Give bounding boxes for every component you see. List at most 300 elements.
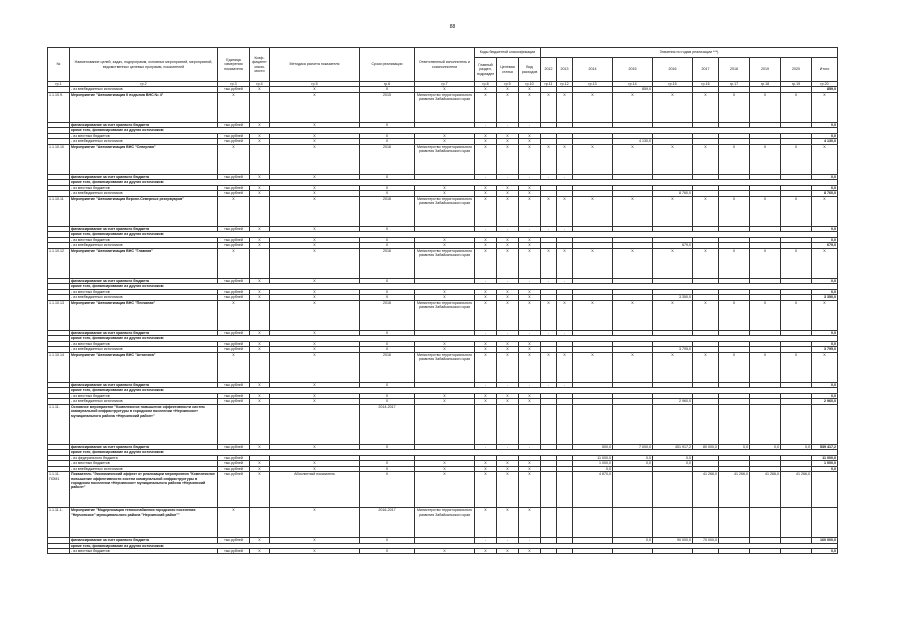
- cell: -: [497, 226, 519, 231]
- cell: Х: [613, 92, 653, 122]
- cell: Х: [360, 393, 415, 398]
- col-header-expense-type: Вид расходов: [519, 58, 541, 82]
- cell: [613, 548, 653, 553]
- cell: Х: [270, 139, 360, 144]
- cell: [653, 404, 693, 444]
- cell: Х: [693, 144, 719, 174]
- cell: Х: [360, 237, 415, 242]
- cell: [250, 300, 270, 330]
- cell-note: кроме того, финансирование из других источников:: [70, 284, 838, 289]
- cell: -: [557, 382, 573, 387]
- cell-name: финансирование за счет краевого бюджета: [70, 444, 218, 449]
- cell: Х: [250, 226, 270, 231]
- cell: 90 000,0: [653, 538, 693, 543]
- col-header-budget-codes: Коды бюджетной классификации: [475, 48, 541, 58]
- cell-total: Х: [812, 248, 838, 278]
- cell: тыс.рублей: [218, 295, 250, 300]
- cell: 2016: [360, 144, 415, 174]
- cell: 41 266,0: [719, 472, 750, 508]
- cell-total: Х: [812, 352, 838, 382]
- event-row: [48, 508, 838, 538]
- cell: тыс.рублей: [218, 455, 250, 460]
- cell-number: 1.1.11. ПОМ1: [48, 472, 70, 508]
- cell: Х: [519, 133, 541, 138]
- cell-total: [812, 472, 838, 508]
- cell: Х: [270, 122, 360, 127]
- cell: -: [557, 174, 573, 179]
- cell: [750, 548, 781, 553]
- cell: -: [475, 122, 497, 127]
- cell: -: [519, 278, 541, 283]
- col-header-year-2014: 2014: [573, 58, 613, 82]
- cell: Х: [250, 444, 270, 449]
- cell: Х: [475, 92, 497, 122]
- cell: Х: [360, 399, 415, 404]
- cell: тыс.рублей: [218, 133, 250, 138]
- cell-name: - из местных бюджетов: [70, 289, 218, 294]
- cell-name: - из внебюджетных источников: [70, 139, 218, 144]
- cell: 3 795,0: [653, 347, 693, 352]
- cell: Х: [218, 92, 250, 122]
- cell: Х: [497, 196, 519, 226]
- cell: Х: [415, 347, 475, 352]
- cell: Х: [750, 92, 781, 122]
- cell-name: - из местных бюджетов: [70, 237, 218, 242]
- cell: 41 266,0: [781, 472, 812, 508]
- cell-name: финансирование за счет краевого бюджета: [70, 538, 218, 543]
- cell-name: финансирование за счет краевого бюджета: [70, 122, 218, 127]
- cell: [541, 508, 557, 538]
- cell: [270, 404, 360, 444]
- cell: Х: [250, 347, 270, 352]
- cell-name: финансирование за счет краевого бюджета: [70, 174, 218, 179]
- cell: 2014-2017: [360, 404, 415, 444]
- cell: Х: [750, 300, 781, 330]
- cell: Х: [497, 87, 519, 92]
- event-row: [48, 196, 838, 226]
- cell: -: [519, 330, 541, 335]
- cell: Х: [250, 133, 270, 138]
- cell: 0,0: [781, 444, 812, 449]
- cell-number: 1.1.10.9.: [48, 92, 70, 122]
- cell-number: 1.1.10.11: [48, 196, 70, 226]
- cell: Х: [270, 295, 360, 300]
- cell: Х: [270, 352, 360, 382]
- cell-total: 539 417,2: [812, 444, 838, 449]
- cell-total: 11 000,0: [812, 455, 838, 460]
- cell: Х: [781, 300, 812, 330]
- cell-note: кроме того, финансирование из других источников:: [70, 232, 838, 237]
- cell-total: 0,0: [812, 226, 838, 231]
- cell: Х: [519, 352, 541, 382]
- cell-total: 0,0: [812, 133, 838, 138]
- cell: -: [557, 330, 573, 335]
- cell: Х: [519, 139, 541, 144]
- cell-total: 0,0: [812, 548, 838, 553]
- cell: -: [519, 174, 541, 179]
- cell: 2 960,0: [653, 399, 693, 404]
- cell-total: 160 000,0: [812, 538, 838, 543]
- cell: Х: [573, 352, 613, 382]
- cell: тыс.рублей: [218, 237, 250, 242]
- cell: Х: [519, 248, 541, 278]
- cell: Х: [475, 352, 497, 382]
- cell: Министерство территориального развития Забайкальского края: [415, 144, 475, 174]
- cell: Х: [360, 174, 415, 179]
- cell: Х: [360, 330, 415, 335]
- cell: Х: [613, 248, 653, 278]
- cell-name: - из федерального бюджета: [70, 455, 218, 460]
- cell: Х: [557, 144, 573, 174]
- cell: Х: [250, 295, 270, 300]
- cell: тыс.рублей: [218, 278, 250, 283]
- cell: тыс.рублей: [218, 330, 250, 335]
- cell: 7 000,0: [613, 444, 653, 449]
- cell: Х: [415, 191, 475, 196]
- col-header-year-2012: 2012: [541, 58, 557, 82]
- cell: Министерство территориального развития Забайкальского края: [415, 508, 475, 538]
- cell: тыс.рублей: [218, 122, 250, 127]
- cell: Х: [415, 548, 475, 553]
- cell: Х: [557, 352, 573, 382]
- cell: Х: [475, 295, 497, 300]
- cell: Х: [750, 144, 781, 174]
- cell: 0,0: [613, 538, 653, 543]
- cell: Х: [475, 144, 497, 174]
- cell: -: [497, 122, 519, 127]
- cell-total: 0,0: [812, 330, 838, 335]
- cell: Х: [519, 196, 541, 226]
- cell: Х: [497, 92, 519, 122]
- cell-number: 1.1.11.: [48, 404, 70, 444]
- cell: Х: [270, 330, 360, 335]
- cell: Х: [519, 144, 541, 174]
- cell-total: [812, 508, 838, 538]
- cell: Х: [415, 139, 475, 144]
- cell-name: - из местных бюджетов: [70, 185, 218, 190]
- cell: тыс.рублей: [218, 461, 250, 466]
- cell: Министерство территориального развития Забайкальского края: [415, 92, 475, 122]
- cell-number: 1.1.11.1.: [48, 508, 70, 538]
- cell: Х: [653, 300, 693, 330]
- cell: Х: [573, 144, 613, 174]
- cell: 0,0: [719, 444, 750, 449]
- cell: Х: [497, 243, 519, 248]
- cell: Х: [270, 466, 360, 471]
- cell-name: Мероприятие "Автоматизация ВНС "Главная": [70, 248, 218, 278]
- col-header-coefficient: Коэф-фициент значи-мости: [250, 48, 270, 82]
- cell: 3 350,0: [653, 295, 693, 300]
- col-header-values-by-year: Значения по годам реализации ***): [541, 48, 838, 58]
- cell: Х: [475, 347, 497, 352]
- cell: Х: [475, 399, 497, 404]
- cell: -: [497, 174, 519, 179]
- cell: Х: [415, 87, 475, 92]
- cell-note: кроме того, финансирование из других источников:: [70, 180, 838, 185]
- cell: -: [475, 538, 497, 543]
- cell: Х: [541, 300, 557, 330]
- cell: Х: [270, 174, 360, 179]
- col-header-year-2018: 2018: [719, 58, 750, 82]
- cell: тыс.рублей: [218, 382, 250, 387]
- col-header-year-2016: 2016: [653, 58, 693, 82]
- cell: Х: [270, 87, 360, 92]
- cell: Х: [250, 341, 270, 346]
- cell: 80 000,0: [693, 444, 719, 449]
- cell: Х: [360, 295, 415, 300]
- cell: [250, 248, 270, 278]
- cell: Х: [270, 300, 360, 330]
- column-number: гр.16: [693, 82, 719, 87]
- col-header-unit: Единица измерения показателя: [218, 48, 250, 82]
- cell: Х: [270, 133, 360, 138]
- cell: -: [519, 122, 541, 127]
- cell-name: - из местных бюджетов: [70, 341, 218, 346]
- cell: Х: [270, 382, 360, 387]
- cell: Х: [497, 237, 519, 242]
- cell: 451 917,2: [653, 444, 693, 449]
- cell: Х: [519, 393, 541, 398]
- cell: Х: [250, 393, 270, 398]
- cell: Х: [573, 248, 613, 278]
- cell: Х: [613, 144, 653, 174]
- cell: тыс.рублей: [218, 174, 250, 179]
- cell: Х: [497, 295, 519, 300]
- cell: [653, 548, 693, 553]
- cell: Х: [415, 295, 475, 300]
- cell: -: [475, 278, 497, 283]
- cell-total: Х: [812, 196, 838, 226]
- cell: Х: [750, 352, 781, 382]
- cell: Х: [613, 352, 653, 382]
- cell: тыс.рублей: [218, 399, 250, 404]
- cell: [250, 92, 270, 122]
- cell: 2015: [360, 92, 415, 122]
- cell: [750, 508, 781, 538]
- cell: Х: [415, 472, 475, 508]
- cell: -: [497, 382, 519, 387]
- cell: Х: [541, 196, 557, 226]
- cell: тыс.рублей: [218, 444, 250, 449]
- cell: Х: [475, 87, 497, 92]
- cell: Х: [360, 133, 415, 138]
- col-header-term: Сроки реализации: [360, 48, 415, 82]
- column-number: гр.18: [750, 82, 781, 87]
- cell: Х: [250, 548, 270, 553]
- cell-name: - из внебюджетных источников: [70, 399, 218, 404]
- cell-total: 0,0: [812, 341, 838, 346]
- cell: [719, 548, 750, 553]
- cell: 0,0: [613, 461, 653, 466]
- cell: Х: [519, 300, 541, 330]
- column-number: гр.15: [653, 82, 693, 87]
- cell: -: [519, 226, 541, 231]
- cell-name: Мероприятие "Автоматизация II подъема ВНС № 4": [70, 92, 218, 122]
- cell: Х: [497, 133, 519, 138]
- col-header-year-2013: 2013: [557, 58, 573, 82]
- cell-name: Мероприятие "Модернизация теплоснабжения городского поселения "Нерчинское" муниципального района "Нерчинский район"": [70, 508, 218, 538]
- col-header-year-2017: 2017: [693, 58, 719, 82]
- cell-name: финансирование за счет краевого бюджета: [70, 278, 218, 283]
- cell: -: [557, 226, 573, 231]
- cell: [781, 404, 812, 444]
- cell: Х: [270, 185, 360, 190]
- cell: Х: [519, 87, 541, 92]
- cell: [613, 508, 653, 538]
- cell: Х: [781, 248, 812, 278]
- cell: Х: [475, 393, 497, 398]
- cell: [497, 404, 519, 444]
- cell: -: [541, 382, 557, 387]
- column-number: гр.8: [475, 82, 497, 87]
- cell: [573, 548, 613, 553]
- cell: Х: [270, 393, 360, 398]
- cell: Х: [497, 508, 519, 538]
- cell: Х: [475, 237, 497, 242]
- column-number: гр.17: [719, 82, 750, 87]
- cell: Х: [250, 382, 270, 387]
- col-header-method: Методика расчета показателя: [270, 48, 360, 82]
- cell-number: [48, 548, 70, 553]
- column-number: гр.4: [250, 82, 270, 87]
- cell: Х: [475, 139, 497, 144]
- cell: Х: [750, 196, 781, 226]
- cell-note: кроме того, финансирование из других источников:: [70, 128, 838, 133]
- cell: Х: [415, 237, 475, 242]
- column-number: гр.3: [218, 82, 250, 87]
- indicator-row: [48, 472, 838, 508]
- cell: Х: [360, 341, 415, 346]
- cell: Х: [541, 248, 557, 278]
- cell-total: 4 130,0: [812, 139, 838, 144]
- cell: Х: [653, 92, 693, 122]
- cell: Х: [415, 461, 475, 466]
- cell-total: 0,0: [812, 185, 838, 190]
- cell: Х: [497, 139, 519, 144]
- col-header-year-2020: 2020: [781, 58, 812, 82]
- cell: Х: [573, 300, 613, 330]
- cell: -: [541, 174, 557, 179]
- cell-name: Мероприятие "Автоматизация ВНС "Северная": [70, 144, 218, 174]
- cell-number: 1.1.10.13: [48, 300, 70, 330]
- cell: -: [541, 226, 557, 231]
- cell-total: 0,0: [812, 237, 838, 242]
- cell: Х: [270, 92, 360, 122]
- col-header-number: №: [48, 48, 70, 82]
- cell: Х: [497, 472, 519, 508]
- cell: Х: [270, 548, 360, 553]
- cell-name: финансирование за счет краевого бюджета: [70, 226, 218, 231]
- cell: 8 760,0: [653, 191, 693, 196]
- column-number: гр.7: [415, 82, 475, 87]
- program-table: [47, 47, 838, 554]
- cell: Х: [497, 466, 519, 471]
- cell: [613, 404, 653, 444]
- column-number: гр.9: [497, 82, 519, 87]
- cell: Х: [475, 289, 497, 294]
- cell: -: [497, 278, 519, 283]
- cell: Х: [360, 461, 415, 466]
- cell: [781, 508, 812, 538]
- cell: [250, 352, 270, 382]
- cell: Х: [270, 461, 360, 466]
- cell: Х: [497, 185, 519, 190]
- cell: Х: [270, 226, 360, 231]
- cell-number: 1.1.10.12: [48, 248, 70, 278]
- cell: 41 266,0: [750, 472, 781, 508]
- cell: 4 130,0: [613, 139, 653, 144]
- cell: Х: [693, 300, 719, 330]
- cell: Х: [270, 289, 360, 294]
- cell: Х: [360, 226, 415, 231]
- cell: Х: [250, 461, 270, 466]
- cell: Х: [475, 508, 497, 538]
- cell: Х: [270, 399, 360, 404]
- cell: [719, 508, 750, 538]
- cell: Х: [270, 341, 360, 346]
- cell: 500,0: [573, 444, 613, 449]
- cell: [541, 404, 557, 444]
- cell: Х: [250, 87, 270, 92]
- cell-total: Х: [812, 92, 838, 122]
- cell: Министерство территориального развития Забайкальского края: [415, 196, 475, 226]
- cell: [557, 548, 573, 553]
- cell: Х: [497, 399, 519, 404]
- cell-total: 2 960,0: [812, 399, 838, 404]
- cell: Х: [360, 347, 415, 352]
- cell: 0,0: [750, 444, 781, 449]
- cell: тыс.рублей: [218, 191, 250, 196]
- cell-total: 0,0: [812, 289, 838, 294]
- cell: Х: [360, 278, 415, 283]
- cell: Х: [475, 133, 497, 138]
- cell: [653, 508, 693, 538]
- cell: 4 870,0: [573, 472, 613, 508]
- col-header-total: Итого: [812, 58, 838, 82]
- cell: Х: [693, 196, 719, 226]
- cell: [750, 404, 781, 444]
- cell: Х: [519, 399, 541, 404]
- cell: [519, 404, 541, 444]
- event-row: [48, 92, 838, 122]
- cell: 2016-2017: [360, 508, 415, 538]
- cell: Х: [653, 352, 693, 382]
- cell: Х: [519, 92, 541, 122]
- cell: Х: [270, 248, 360, 278]
- cell: тыс.рублей: [218, 538, 250, 543]
- cell: -: [475, 444, 497, 449]
- event-row: [48, 248, 838, 278]
- cell: Х: [519, 508, 541, 538]
- cell: Х: [519, 341, 541, 346]
- cell: Х: [519, 191, 541, 196]
- cell: Х: [519, 243, 541, 248]
- cell: Х: [360, 122, 415, 127]
- cell: Х: [475, 196, 497, 226]
- cell: 679,0: [653, 243, 693, 248]
- cell: Х: [781, 196, 812, 226]
- cell-note: кроме того, финансирование из других источников:: [70, 450, 838, 455]
- cell: тыс.рублей: [218, 87, 250, 92]
- cell: Х: [497, 248, 519, 278]
- cell: Х: [719, 92, 750, 122]
- cell: Х: [250, 243, 270, 248]
- cell: Х: [519, 237, 541, 242]
- column-number: гр.12: [557, 82, 573, 87]
- cell: Х: [270, 347, 360, 352]
- cell: 0,0: [653, 461, 693, 466]
- cell: Х: [270, 444, 360, 449]
